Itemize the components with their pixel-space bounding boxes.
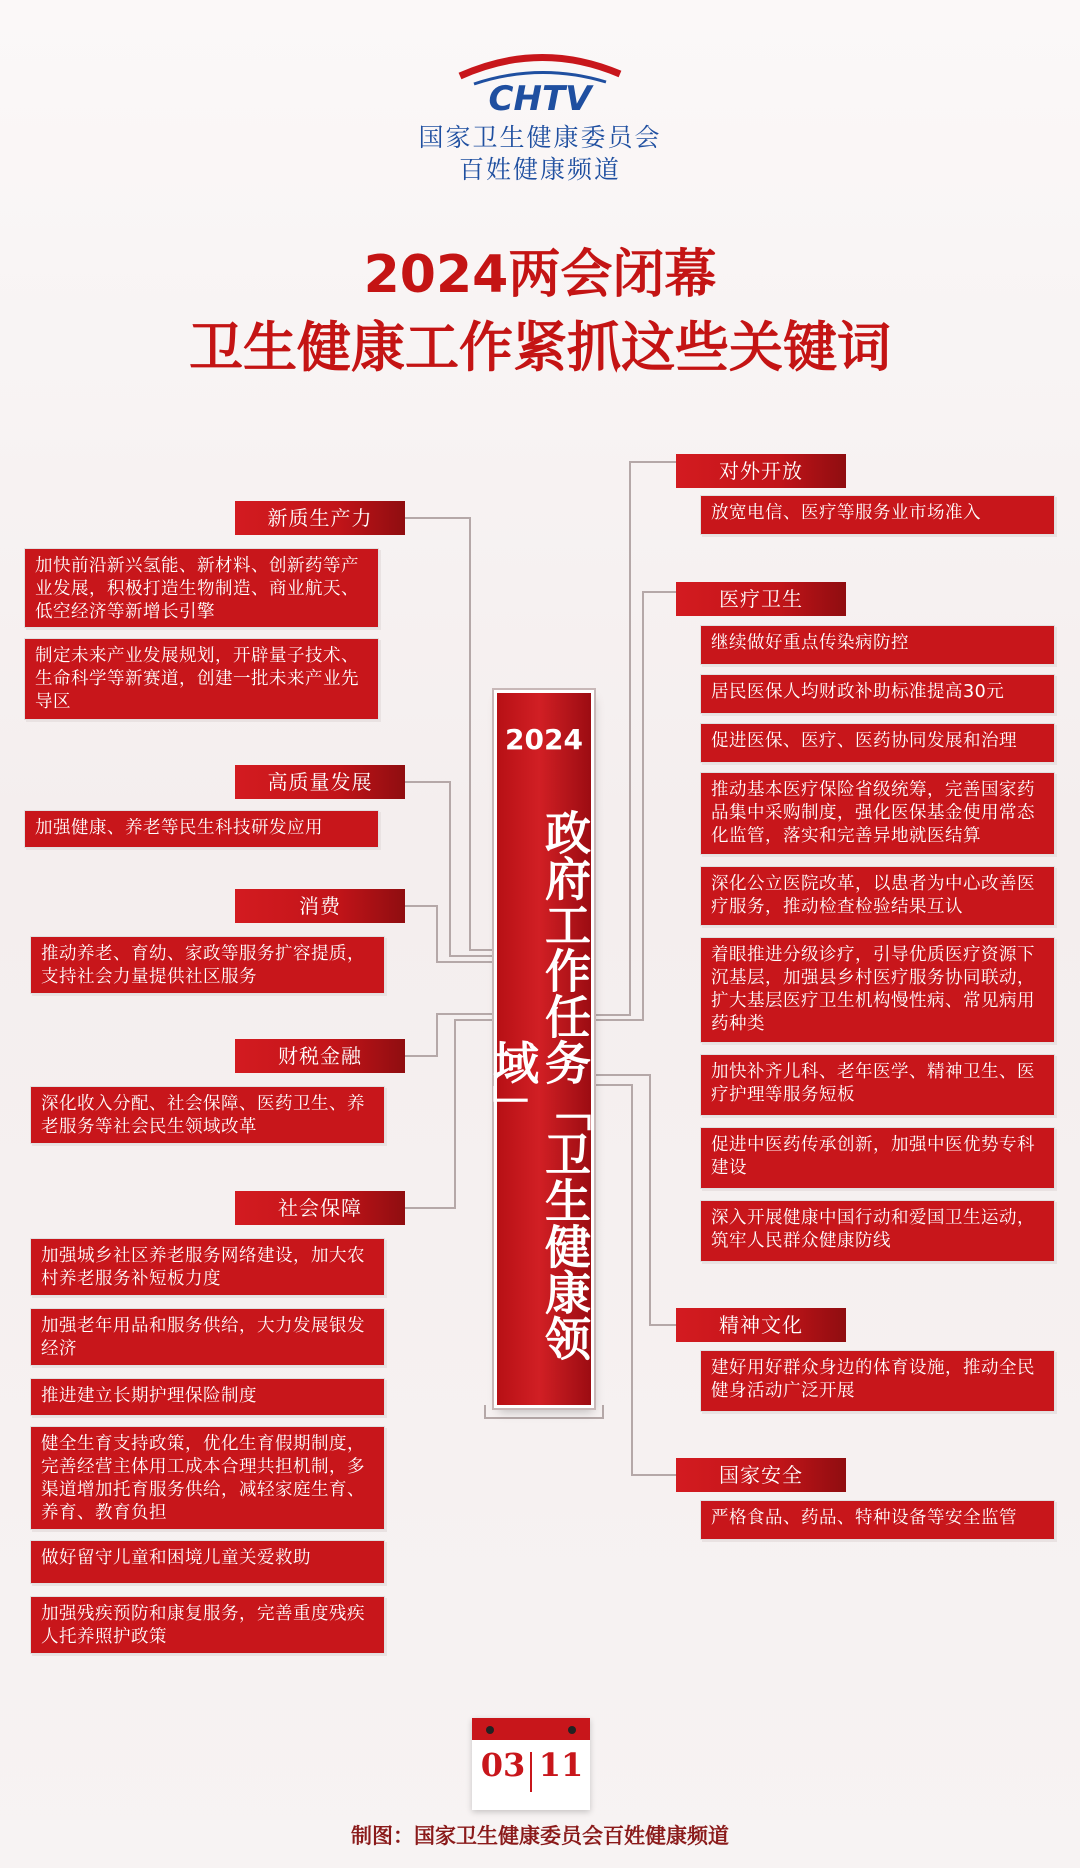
category-tab-consumption: 消费 — [235, 889, 405, 923]
item-consumption-1: 推动养老、育幼、家政等服务扩容提质，支持社会力量提供社区服务 — [30, 936, 385, 994]
org-name-line2: 百姓健康频道 — [458, 155, 621, 184]
item-healthcare-6: 着眼推进分级诊疗，引导优质医疗资源下沉基层，加强县乡村医疗服务协同联动，扩大基层医疗卫生机构慢性病、常见病用药种类 — [700, 937, 1055, 1043]
item-social-security-2: 加强老年用品和服务供给，大力发展银发经济 — [30, 1308, 385, 1366]
item-social-security-6: 加强残疾预防和康复服务，完善重度残疾人托养照护政策 — [30, 1596, 385, 1654]
date-month: 03 — [480, 1746, 526, 1784]
item-social-security-5: 做好留守儿童和困境儿童关爱救助 — [30, 1540, 385, 1584]
date-day: 11 — [538, 1746, 584, 1784]
calendar-ring-left — [486, 1726, 494, 1734]
logo-text: CHTV — [488, 79, 592, 118]
calendar-ring-right — [568, 1726, 576, 1734]
item-new-productivity-1: 加快前沿新兴氢能、新材料、创新药等产业发展，积极打造生物制造、商业航天、低空经济等新增长引擎 — [24, 548, 379, 628]
category-tab-social-security: 社会保障 — [235, 1191, 405, 1225]
item-culture-1: 建好用好群众身边的体育设施，推动全民健身活动广泛开展 — [700, 1350, 1055, 1412]
item-healthcare-8: 促进中医药传承创新，加强中医优势专科建设 — [700, 1127, 1055, 1189]
item-new-productivity-2: 制定未来产业发展规划，开辟量子技术、生命科学等新赛道，创建一批未来产业先导区 — [24, 638, 379, 720]
item-healthcare-2: 居民医保人均财政补助标准提高30元 — [700, 674, 1055, 714]
center-year: 2024 — [505, 723, 583, 756]
center-theme-box — [486, 693, 592, 1405]
item-healthcare-1: 继续做好重点传染病防控 — [700, 625, 1055, 665]
item-healthcare-9: 深入开展健康中国行动和爱国卫生运动，筑牢人民群众健康防线 — [700, 1200, 1055, 1262]
item-social-security-1: 加强城乡社区养老服务网络建设，加大农村养老服务补短板力度 — [30, 1238, 385, 1296]
category-tab-healthcare: 医疗卫生 — [676, 582, 846, 616]
chtv-logo — [440, 48, 640, 118]
category-tab-new-productivity: 新质生产力 — [235, 501, 405, 535]
item-high-quality-1: 加强健康、养老等民生科技研发应用 — [24, 810, 379, 848]
date-calendar-card — [472, 1718, 590, 1810]
item-social-security-4: 健全生育支持政策，优化生育假期制度，完善经营主体用工成本合理共担机制，多渠道增加托育服务供给，减轻家庭生育、养育、教育负担 — [30, 1426, 385, 1530]
item-healthcare-4: 推动基本医疗保险省级统筹，完善国家药品集中采购制度，强化医保基金使用常态化监管，落实和完善异地就医结算 — [700, 772, 1055, 855]
item-healthcare-5: 深化公立医院改革，以患者为中心改善医疗服务，推动检查检验结果互认 — [700, 866, 1055, 926]
item-national-security-1: 严格食品、药品、特种设备等安全监管 — [700, 1500, 1055, 1540]
category-tab-culture: 精神文化 — [676, 1308, 846, 1342]
item-healthcare-7: 加快补齐儿科、老年医学、精神卫生、医疗护理等服务短板 — [700, 1054, 1055, 1116]
date-separator — [530, 1752, 532, 1792]
item-healthcare-3: 促进医保、医疗、医药协同发展和治理 — [700, 723, 1055, 763]
category-tab-national-security: 国家安全 — [676, 1458, 846, 1492]
center-title: 政府工作任务「卫生健康领域」 — [486, 809, 592, 1361]
category-tab-opening-up: 对外开放 — [676, 454, 846, 488]
org-name-line1: 国家卫生健康委员会 — [418, 123, 662, 152]
item-social-security-3: 推进建立长期护理保险制度 — [30, 1378, 385, 1416]
category-tab-high-quality: 高质量发展 — [235, 765, 405, 799]
category-tab-finance: 财税金融 — [235, 1039, 405, 1073]
item-finance-1: 深化收入分配、社会保障、医药卫生、养老服务等社会民生领域改革 — [30, 1086, 385, 1144]
title-line2: 卫生健康工作紧抓这些关键词 — [189, 316, 891, 379]
item-opening-up-1: 放宽电信、医疗等服务业市场准入 — [700, 495, 1055, 535]
footer-credit: 制图：国家卫生健康委员会百姓健康频道 — [351, 1823, 729, 1848]
title-line1: 2024两会闭幕 — [363, 245, 717, 305]
